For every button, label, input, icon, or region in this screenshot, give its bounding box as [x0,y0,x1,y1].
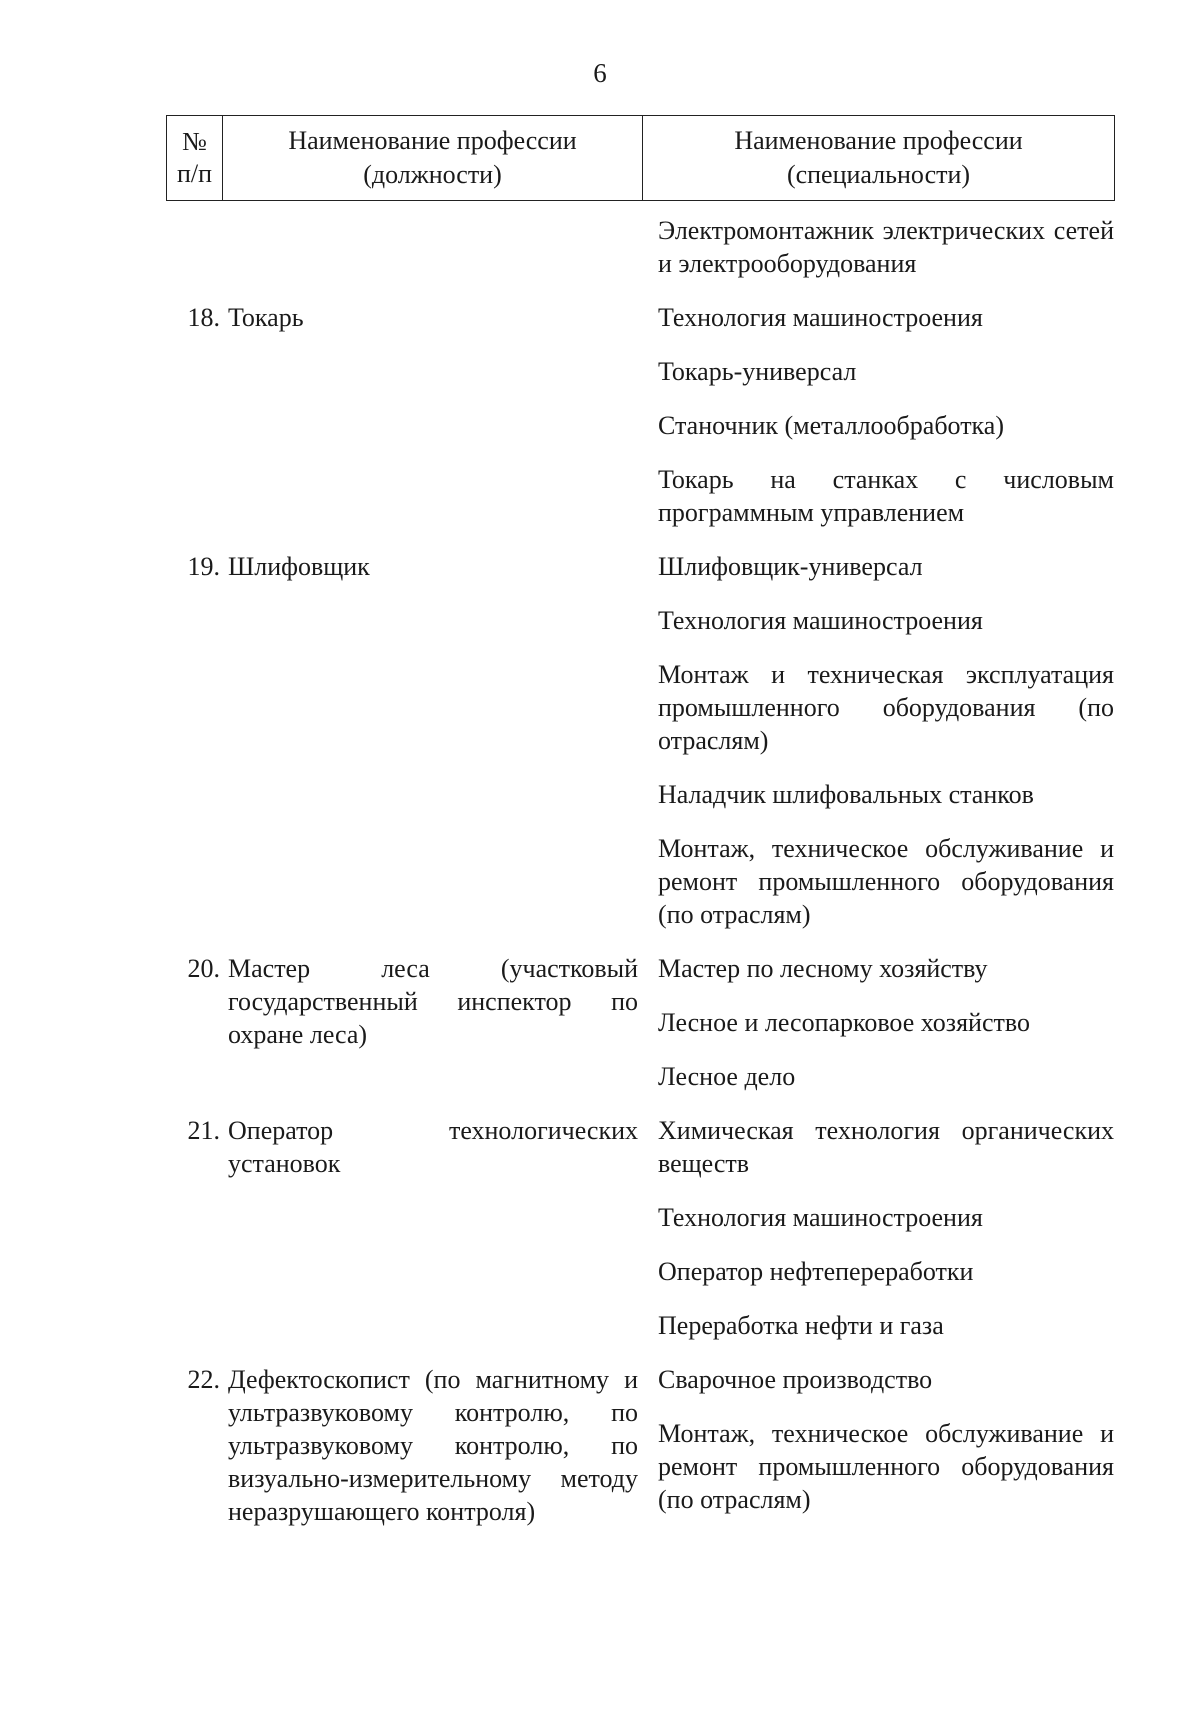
specialty-item: Наладчик шлифовальных станков [658,780,1034,809]
header-col-position-line2: (должности) [363,160,502,189]
table-row [166,214,1114,301]
row-number: 22. [187,1365,220,1394]
specialty-item: Электромонтажник электрических сетей и электрооборудования [658,216,1114,278]
table-header [166,115,1115,201]
specialty-item: Шлифовщик-универсал [658,552,923,581]
header-col-specialty [643,116,1115,201]
specialty-item: Оператор нефтепереработки [658,1257,974,1286]
specialty-item: Станочник (металлообработка) [658,411,1004,440]
specialty-item: Сварочное производство [658,1365,933,1394]
specialty-item: Технология машиностроения [658,303,983,332]
profession-position [228,214,658,301]
header-col-position-line1: Наименование профессии [288,126,577,155]
row-number: 18. [187,303,220,332]
header-col-number [167,116,223,201]
header-col-position [223,116,643,201]
specialty-list [658,952,1114,1114]
specialty-list [658,1363,1114,1537]
profession-position [228,952,658,1114]
specialty-item: Химическая технология органических веществ [658,1116,1114,1178]
specialty-item: Монтаж и техническая эксплуатация промышленного оборудования (по отраслям) [658,660,1114,755]
profession-position-text: Шлифовщик [228,552,370,581]
profession-position-text: Оператор технологических установок [228,1116,638,1178]
table-row [166,301,1114,550]
specialty-list [658,301,1114,550]
profession-position [228,550,658,952]
specialty-item: Переработка нефти и газа [658,1311,944,1340]
specialty-item: Лесное и лесопарковое хозяйство [658,1008,1030,1037]
specialty-item: Монтаж, техническое обслуживание и ремонт промышленного оборудования (по отраслям) [658,834,1114,929]
table-row [166,952,1114,1114]
profession-position-text: Мастер леса (участковый государственный инспектор по охране леса) [228,954,638,1049]
row-number: 21. [187,1116,220,1145]
profession-position-text: Дефектоскопист (по магнитному и ультразвуковому контролю, по ультразвуковому контролю, по визуально-измерительному методу неразрушающего контроля) [228,1365,638,1526]
header-col-number-line1: № [182,127,207,156]
page-number: 6 [593,58,607,88]
header-col-number-line2: п/п [176,159,213,188]
profession-position [228,1363,658,1537]
specialty-item: Технология машиностроения [658,1203,983,1232]
specialty-item: Лесное дело [658,1062,796,1091]
table-row [166,1114,1114,1363]
profession-position [228,1114,658,1363]
header-col-specialty-line2: (специальности) [786,160,971,189]
row-number [166,214,228,301]
profession-position-text: Токарь [228,303,304,332]
specialty-list [658,214,1114,301]
table-row [166,550,1114,952]
row-number: 20. [187,954,220,983]
specialty-item: Токарь-универсал [658,357,857,386]
table-row [166,1363,1114,1537]
row-number: 19. [187,552,220,581]
professions-table [166,214,1114,1537]
specialty-list [658,550,1114,952]
header-col-specialty-line1: Наименование профессии [734,126,1023,155]
specialty-item: Технология машиностроения [658,606,983,635]
specialty-item: Токарь на станках с числовым программным управлением [658,465,1114,527]
specialty-list [658,1114,1114,1363]
specialty-item: Монтаж, техническое обслуживание и ремонт промышленного оборудования (по отраслям) [658,1419,1114,1514]
profession-position [228,301,658,550]
specialty-item: Мастер по лесному хозяйству [658,954,988,983]
